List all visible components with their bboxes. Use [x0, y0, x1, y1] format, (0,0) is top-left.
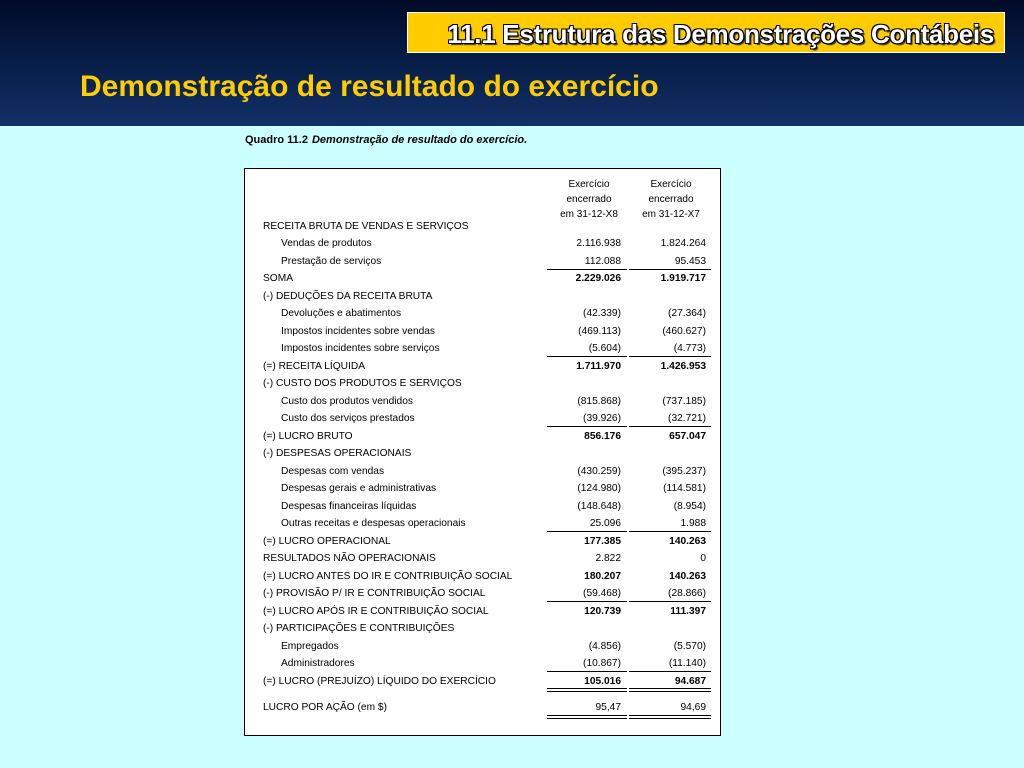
row-label: (-) PARTICIPAÇÕES E CONTRIBUIÇÕES — [263, 623, 455, 634]
total-underline-x8 — [547, 531, 627, 532]
table-row — [245, 236, 722, 253]
value-x7: (28.866) — [668, 588, 706, 599]
column-header-x7 — [631, 177, 711, 222]
table-caption — [245, 134, 527, 146]
value-x7: 94,69 — [680, 702, 706, 713]
total-underline-x8 — [547, 688, 627, 689]
total-underline-x7 — [629, 531, 711, 532]
total-underline-x8 — [547, 671, 627, 672]
row-label: LUCRO POR AÇÃO (em $) — [263, 702, 387, 713]
value-x7: 111.397 — [670, 606, 706, 617]
table-row — [245, 551, 722, 568]
row-label: Custo dos produtos vendidos — [281, 396, 413, 407]
section-tab — [407, 12, 1005, 53]
total-underline-x7 — [629, 688, 711, 689]
value-x8: 120.739 — [584, 606, 621, 617]
value-x7: (32.721) — [668, 413, 706, 424]
value-x7: 657.047 — [669, 431, 706, 442]
column-header-x7-line1: Exercício — [650, 179, 692, 190]
caption-number: Quadro 11.2 — [245, 134, 308, 146]
row-label: RESULTADOS NÃO OPERACIONAIS — [263, 553, 436, 564]
total-underline-x8 — [547, 601, 627, 602]
total-underline-x8 — [547, 426, 627, 427]
row-label: RECEITA BRUTA DE VENDAS E SERVIÇOS — [263, 221, 469, 232]
row-label: Empregados — [281, 641, 339, 652]
row-label: Devoluções e abatimentos — [281, 308, 402, 319]
value-x8: 177.385 — [584, 536, 621, 547]
value-x7: (114.581) — [663, 483, 706, 494]
row-label: Administradores — [281, 658, 355, 669]
value-x7: (737.185) — [662, 396, 706, 407]
total-underline-x8 — [547, 715, 627, 716]
row-label: (=) LUCRO OPERACIONAL — [263, 536, 391, 547]
row-label: Impostos incidentes sobre vendas — [281, 326, 436, 337]
column-header-x8 — [549, 177, 629, 222]
value-x7: 1.824.264 — [660, 238, 706, 249]
value-x8: 112.088 — [584, 256, 621, 267]
table-row — [245, 289, 722, 306]
total-underline-x8 — [547, 356, 627, 357]
row-label: Outras receitas e despesas operacionais — [281, 518, 466, 529]
table-row — [245, 446, 722, 463]
table-row — [245, 569, 722, 586]
total-underline-x8 — [547, 718, 627, 719]
row-label: Impostos incidentes sobre serviços — [281, 343, 440, 354]
row-label: (=) RECEITA LÍQUIDA — [263, 361, 365, 372]
value-x7: 94.687 — [674, 676, 706, 687]
total-underline-x7 — [629, 691, 711, 692]
value-x8: (430.259) — [577, 466, 621, 477]
table-row — [245, 306, 722, 323]
total-underline-x7 — [629, 269, 711, 270]
value-x7: (4.773) — [673, 343, 706, 354]
table-row — [245, 604, 722, 621]
value-x7: (5.570) — [673, 641, 706, 652]
value-x8: (10.867) — [583, 658, 621, 669]
total-underline-x7 — [629, 356, 711, 357]
value-x8: 95,47 — [595, 702, 621, 713]
row-label: (-) PROVISÃO P/ IR E CONTRIBUIÇÃO SOCIAL — [263, 588, 486, 599]
income-statement-table — [244, 168, 721, 736]
column-header-x7-line2: encerrado — [648, 194, 694, 205]
total-underline-x7 — [629, 601, 711, 602]
value-x8: 2.229.026 — [575, 273, 621, 284]
row-label: (=) LUCRO APÓS IR E CONTRIBUIÇÃO SOCIAL — [263, 606, 489, 617]
row-label: Vendas de produtos — [281, 238, 372, 249]
table-row — [245, 481, 722, 498]
value-x7: (395.237) — [662, 466, 706, 477]
row-label: Despesas gerais e administrativas — [281, 483, 437, 494]
value-x8: (59.468) — [583, 588, 621, 599]
row-label: Prestação de serviços — [281, 256, 382, 267]
value-x8: (42.339) — [583, 308, 621, 319]
value-x7: (27.364) — [668, 308, 706, 319]
table-row — [245, 534, 722, 551]
value-x7: 95.453 — [674, 256, 706, 267]
table-row — [245, 499, 722, 516]
total-underline-x7 — [629, 671, 711, 672]
table-row — [245, 429, 722, 446]
total-underline-x7 — [629, 715, 711, 716]
column-header-x7-line3: em 31-12-X7 — [642, 209, 700, 220]
table-row — [245, 324, 722, 341]
table-row — [245, 464, 722, 481]
value-x7: 1.988 — [680, 518, 706, 529]
value-x7: (8.954) — [673, 501, 706, 512]
column-header-x8-line2: encerrado — [566, 194, 612, 205]
value-x7: 1.426.953 — [660, 361, 706, 372]
value-x8: 856.176 — [584, 431, 621, 442]
value-x8: 25.096 — [589, 518, 621, 529]
value-x8: (148.648) — [577, 501, 621, 512]
column-header-x8-line1: Exercício — [568, 179, 610, 190]
value-x8: (4.856) — [588, 641, 621, 652]
table-row — [245, 271, 722, 288]
value-x8: 105.016 — [584, 676, 621, 687]
total-underline-x8 — [547, 691, 627, 692]
column-header-x8-line3: em 31-12-X8 — [560, 209, 618, 220]
row-label: (-) DESPESAS OPERACIONAIS — [263, 448, 412, 459]
row-label: Custo dos serviços prestados — [281, 413, 415, 424]
value-x8: (469.113) — [578, 326, 621, 337]
value-x8: 1.711.970 — [576, 361, 621, 372]
slide-title: Demonstração de resultado do exercício — [80, 70, 659, 103]
table-row — [245, 359, 722, 376]
section-tab-label: 11.1 Estrutura das Demonstrações Contábeis — [447, 19, 994, 49]
value-x8: 2.116.938 — [576, 238, 621, 249]
value-x8: (815.868) — [577, 396, 621, 407]
table-row — [245, 639, 722, 656]
table-row — [245, 621, 722, 638]
row-label: Despesas com vendas — [281, 466, 385, 477]
value-x7: 140.263 — [669, 536, 706, 547]
table-row — [245, 394, 722, 411]
value-x7: 1.919.717 — [660, 273, 706, 284]
value-x7: 140.263 — [669, 571, 706, 582]
total-underline-x8 — [547, 269, 627, 270]
row-label: (=) LUCRO BRUTO — [263, 431, 353, 442]
value-x8: 2.822 — [595, 553, 621, 564]
total-underline-x7 — [629, 718, 711, 719]
row-label: (=) LUCRO (PREJUÍZO) LÍQUIDO DO EXERCÍCIO — [263, 676, 496, 687]
value-x7: (460.627) — [662, 326, 706, 337]
value-x8: 180.207 — [584, 571, 621, 582]
total-underline-x7 — [629, 426, 711, 427]
table-row — [245, 376, 722, 393]
row-label: SOMA — [263, 273, 294, 284]
value-x7: 0 — [700, 553, 706, 564]
row-label: (-) DEDUÇÕES DA RECEITA BRUTA — [263, 291, 433, 302]
row-label: (-) CUSTO DOS PRODUTOS E SERVIÇOS — [263, 378, 462, 389]
row-label: Despesas financeiras líquidas — [281, 501, 417, 512]
table-row — [245, 219, 722, 236]
value-x8: (39.926) — [583, 413, 621, 424]
value-x8: (124.980) — [577, 483, 621, 494]
row-label: (=) LUCRO ANTES DO IR E CONTRIBUIÇÃO SOCIAL — [263, 571, 513, 582]
value-x8: (5.604) — [588, 343, 621, 354]
slide-header — [0, 0, 1024, 126]
value-x7: (11.140) — [668, 658, 706, 669]
caption-title: Demonstração de resultado do exercício. — [311, 134, 528, 146]
